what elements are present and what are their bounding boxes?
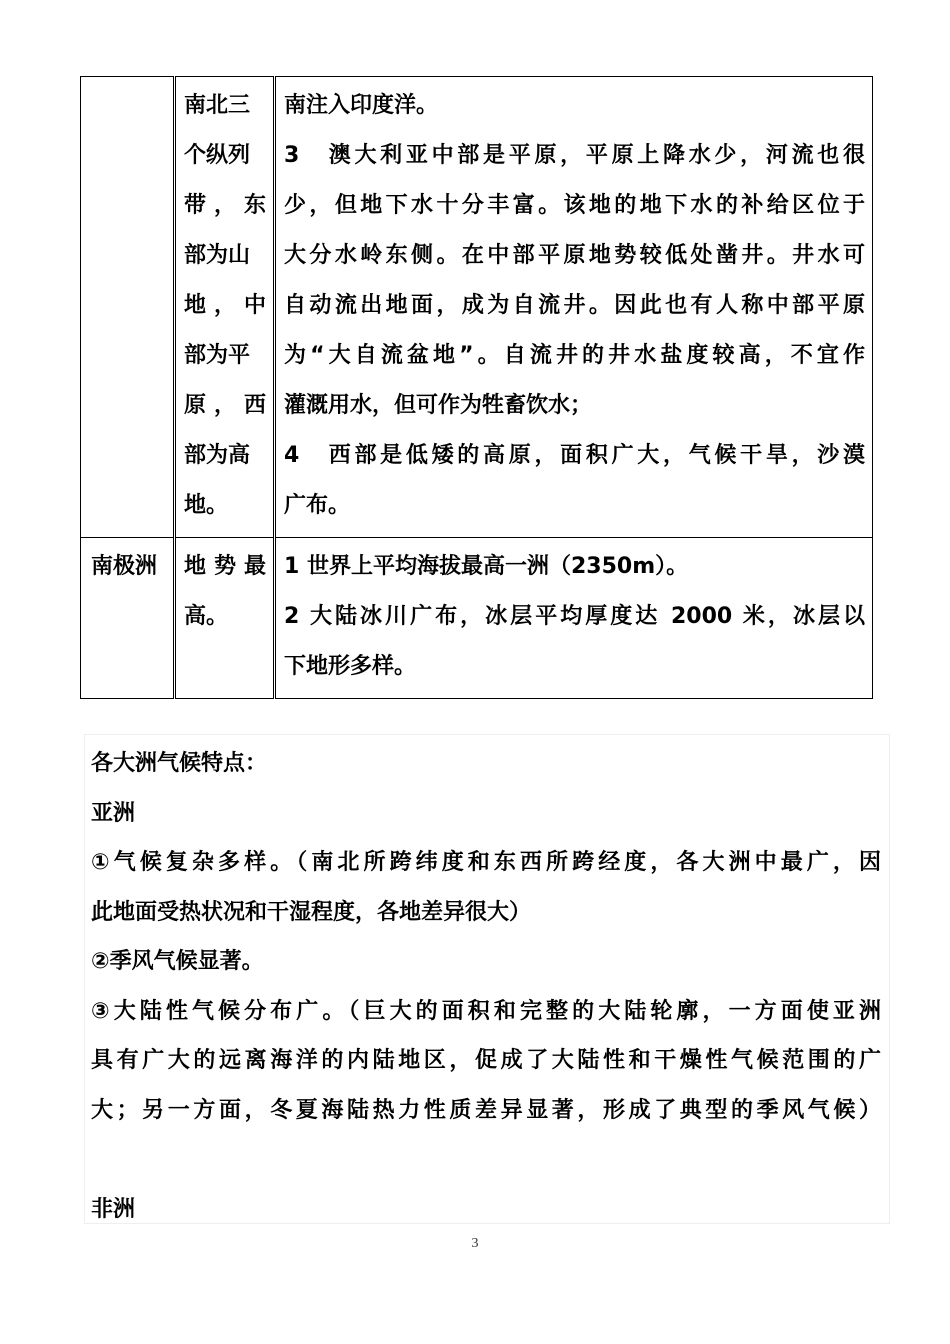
continent-cell — [81, 538, 175, 699]
summary-line: 部为山 — [184, 243, 251, 268]
detail-line: 3 澳大利亚中部是平原，平原上降水少，河流也很 — [284, 143, 865, 168]
summary-line: 地。 — [184, 493, 229, 518]
africa-title: 非洲 — [91, 1196, 136, 1222]
detail-line: 灌溉用水，但可作为牲畜饮水； — [284, 393, 593, 418]
summary-line: 原，西 — [184, 393, 266, 418]
summary-line: 高。 — [184, 604, 229, 629]
climate-line: 此地面受热状况和干湿程度，各地差异很大） — [91, 899, 532, 925]
detail-line: 大分水岭东侧。在中部平原地势较低处凿井。井水可 — [284, 243, 865, 268]
detail-line: 为“大自流盆地”。自流井的井水盐度较高，不宜作 — [284, 343, 865, 368]
detail-line: 南注入印度洋。 — [284, 93, 439, 118]
asia-title: 亚洲 — [91, 800, 136, 826]
summary-line: 带，东 — [184, 193, 266, 218]
page-number: 3 — [471, 1236, 479, 1251]
summary-line: 南北三 — [184, 93, 251, 118]
detail-line: 广布。 — [284, 493, 351, 518]
climate-line: 大；另一方面，冬夏海陆热力性质差异显著，形成了典型的季风气候） — [91, 1097, 881, 1123]
terrain-summary-cell — [175, 538, 275, 699]
detail-line: 自动流出地面，成为自流井。因此也有人称中部平原 — [284, 293, 865, 318]
detail-line: 1 世界上平均海拔最高一洲（2350m）。 — [284, 554, 689, 579]
continent-name: 南极洲 — [91, 554, 158, 579]
section-heading: 各大洲气候特点： — [91, 751, 268, 776]
climate-line: ①气候复杂多样。（南北所跨纬度和东西所跨经度，各大洲中最广，因 — [91, 850, 881, 875]
summary-line: 地势最 — [184, 554, 266, 579]
climate-line: ②季风气候显著。 — [91, 949, 264, 974]
climate-line: 具有广大的远离海洋的内陆地区，促成了大陆性和干燥性气候范围的广 — [91, 1048, 881, 1073]
summary-line: 部为平 — [184, 343, 251, 368]
terrain-detail-cell — [275, 77, 873, 538]
detail-line: 2 大陆冰川广布，冰层平均厚度达 2000 米，冰层以 — [284, 604, 865, 629]
terrain-detail-cell — [275, 538, 873, 699]
table-row-antarctica — [81, 538, 873, 699]
detail-line: 4 西部是低矮的高原，面积广大，气候干旱，沙漠 — [284, 443, 865, 468]
continent-terrain-table — [80, 76, 873, 699]
summary-line: 地，中 — [184, 293, 266, 318]
summary-line: 个纵列 — [184, 143, 251, 168]
climate-section — [84, 734, 890, 1224]
climate-line: ③大陆性气候分布广。（巨大的面积和完整的大陆轮廓，一方面使亚洲 — [91, 998, 881, 1024]
summary-line: 部为高 — [184, 443, 251, 468]
blank-line — [91, 1135, 881, 1185]
table-row-australia — [81, 77, 873, 538]
terrain-summary-cell — [175, 77, 275, 538]
continent-cell — [81, 77, 175, 538]
detail-line: 下地形多样。 — [284, 654, 417, 679]
detail-line: 少，但地下水十分丰富。该地的地下水的补给区位于 — [284, 193, 865, 218]
